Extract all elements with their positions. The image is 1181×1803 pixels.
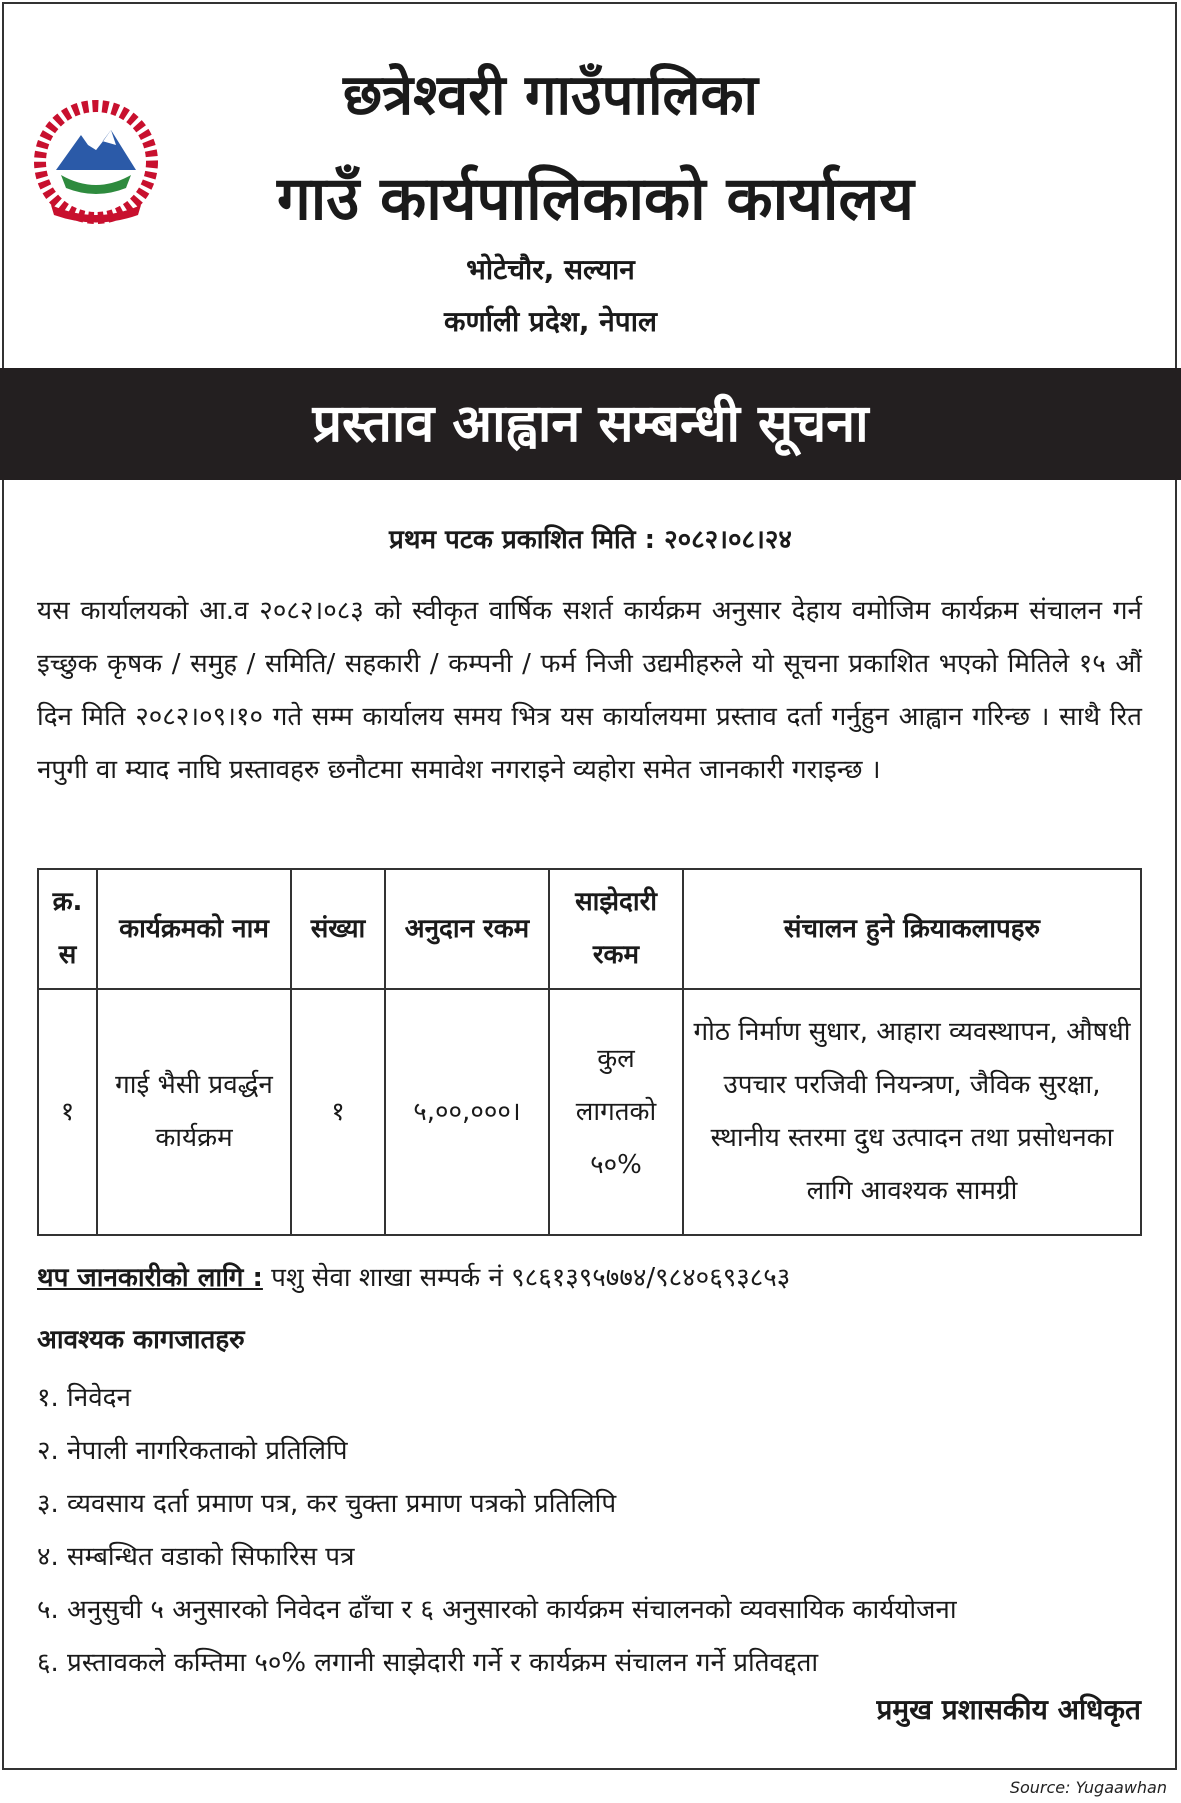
- signature: प्रमुख प्रशासकीय अधिकृत: [876, 1693, 1141, 1726]
- col-program: कार्यक्रमको नाम: [97, 869, 291, 989]
- nepal-emblem-icon: [26, 100, 166, 225]
- source-credit: Source: Yugaawhan: [1009, 1778, 1167, 1797]
- cell-activities: गोठ निर्माण सुधार, आहारा व्यवस्थापन, औषधी उपचार परजिवी नियन्त्रण, जैविक सुरक्षा, स्थानीय स्तरमा दुध उत्पादन तथा प्रसोधनका लागि आवश्यक सामग्री: [683, 989, 1141, 1235]
- table-header-row: [38, 869, 1141, 989]
- col-activities: संचालन हुने क्रियाकलापहरु: [683, 869, 1141, 989]
- cell-partnership: कुल लागतको ५०%: [549, 989, 683, 1235]
- required-docs-title: आवश्यक कागजातहरु: [37, 1325, 245, 1355]
- address-line2: कर्णाली प्रदेश, नेपाल: [444, 305, 657, 338]
- col-partnership: साझेदारी रकम: [549, 869, 683, 989]
- table-row: [38, 989, 1141, 1235]
- cell-sn: १: [38, 989, 97, 1235]
- list-item: ५. अनुसुची ५ अनुसारको निवेदन ढाँचा र ६ अनुसारको कार्यक्रम संचालनको व्यवसायिक कार्ययोजना: [37, 1595, 957, 1625]
- program-table: [37, 868, 1142, 1236]
- list-item: २. नेपाली नागरिकताको प्रतिलिपि: [37, 1436, 348, 1466]
- list-item: १. निवेदन: [37, 1383, 131, 1413]
- office-name: गाउँ कार्यपालिकाको कार्यालय: [277, 164, 914, 234]
- notice-title: प्रस्ताव आह्वान सम्बन्धी सूचना: [0, 368, 1181, 480]
- cell-program: गाई भैसी प्रवर्द्धन कार्यक्रम: [97, 989, 291, 1235]
- cell-grant: ५,००,०००।: [385, 989, 549, 1235]
- published-date: प्रथम पटक प्रकाशित मिति : २०८२।०८।२४: [389, 525, 792, 555]
- list-item: ३. व्यवसाय दर्ता प्रमाण पत्र, कर चुक्ता प्रमाण पत्रको प्रतिलिपि: [37, 1489, 617, 1519]
- cell-count: १: [291, 989, 385, 1235]
- contact-text: पशु सेवा शाखा सम्पर्क नं ९८६१३९५७७४/९८४०६९३८५३: [271, 1263, 791, 1293]
- col-grant: अनुदान रकम: [385, 869, 549, 989]
- municipality-name: छत्रेश्वरी गाउँपालिका: [342, 63, 759, 128]
- list-item: ६. प्रस्तावकले कम्तिमा ५०% लगानी साझेदारी गर्ने र कार्यक्रम संचालन गर्ने प्रतिवद्दता: [37, 1648, 819, 1678]
- contact-info: [37, 1258, 790, 1294]
- list-item: ४. सम्बन्धित वडाको सिफारिस पत्र: [37, 1542, 355, 1572]
- contact-label: थप जानकारीको लागि :: [37, 1263, 263, 1293]
- col-sn: क्र. स: [38, 869, 97, 989]
- col-count: संख्या: [291, 869, 385, 989]
- address-line1: भोटेचौर, सल्यान: [466, 253, 635, 286]
- notice-body: यस कार्यालयको आ.व २०८२।०८३ को स्वीकृत वार्षिक सशर्त कार्यक्रम अनुसार देहाय वमोजिम कार्यक्रम संचालन गर्न इच्छुक कृषक / समुह / समिति/ सहकारी / कम्पनी / फर्म निजी उद्यमीहरुले यो सूचना प्रकाशित भएको मितिले १५ औं दिन मिति २०८२।०९।१० गते सम्म कार्यालय समय भित्र यस कार्यालयमा प्रस्ताव दर्ता गर्नुहुन आह्वान गरिन्छ । साथै रित नपुगी वा म्याद नाघि प्रस्तावहरु छनौटमा समावेश नगराइने व्यहोरा समेत जानकारी गराइन्छ ।: [37, 596, 1142, 785]
- required-docs-list: [37, 1372, 957, 1690]
